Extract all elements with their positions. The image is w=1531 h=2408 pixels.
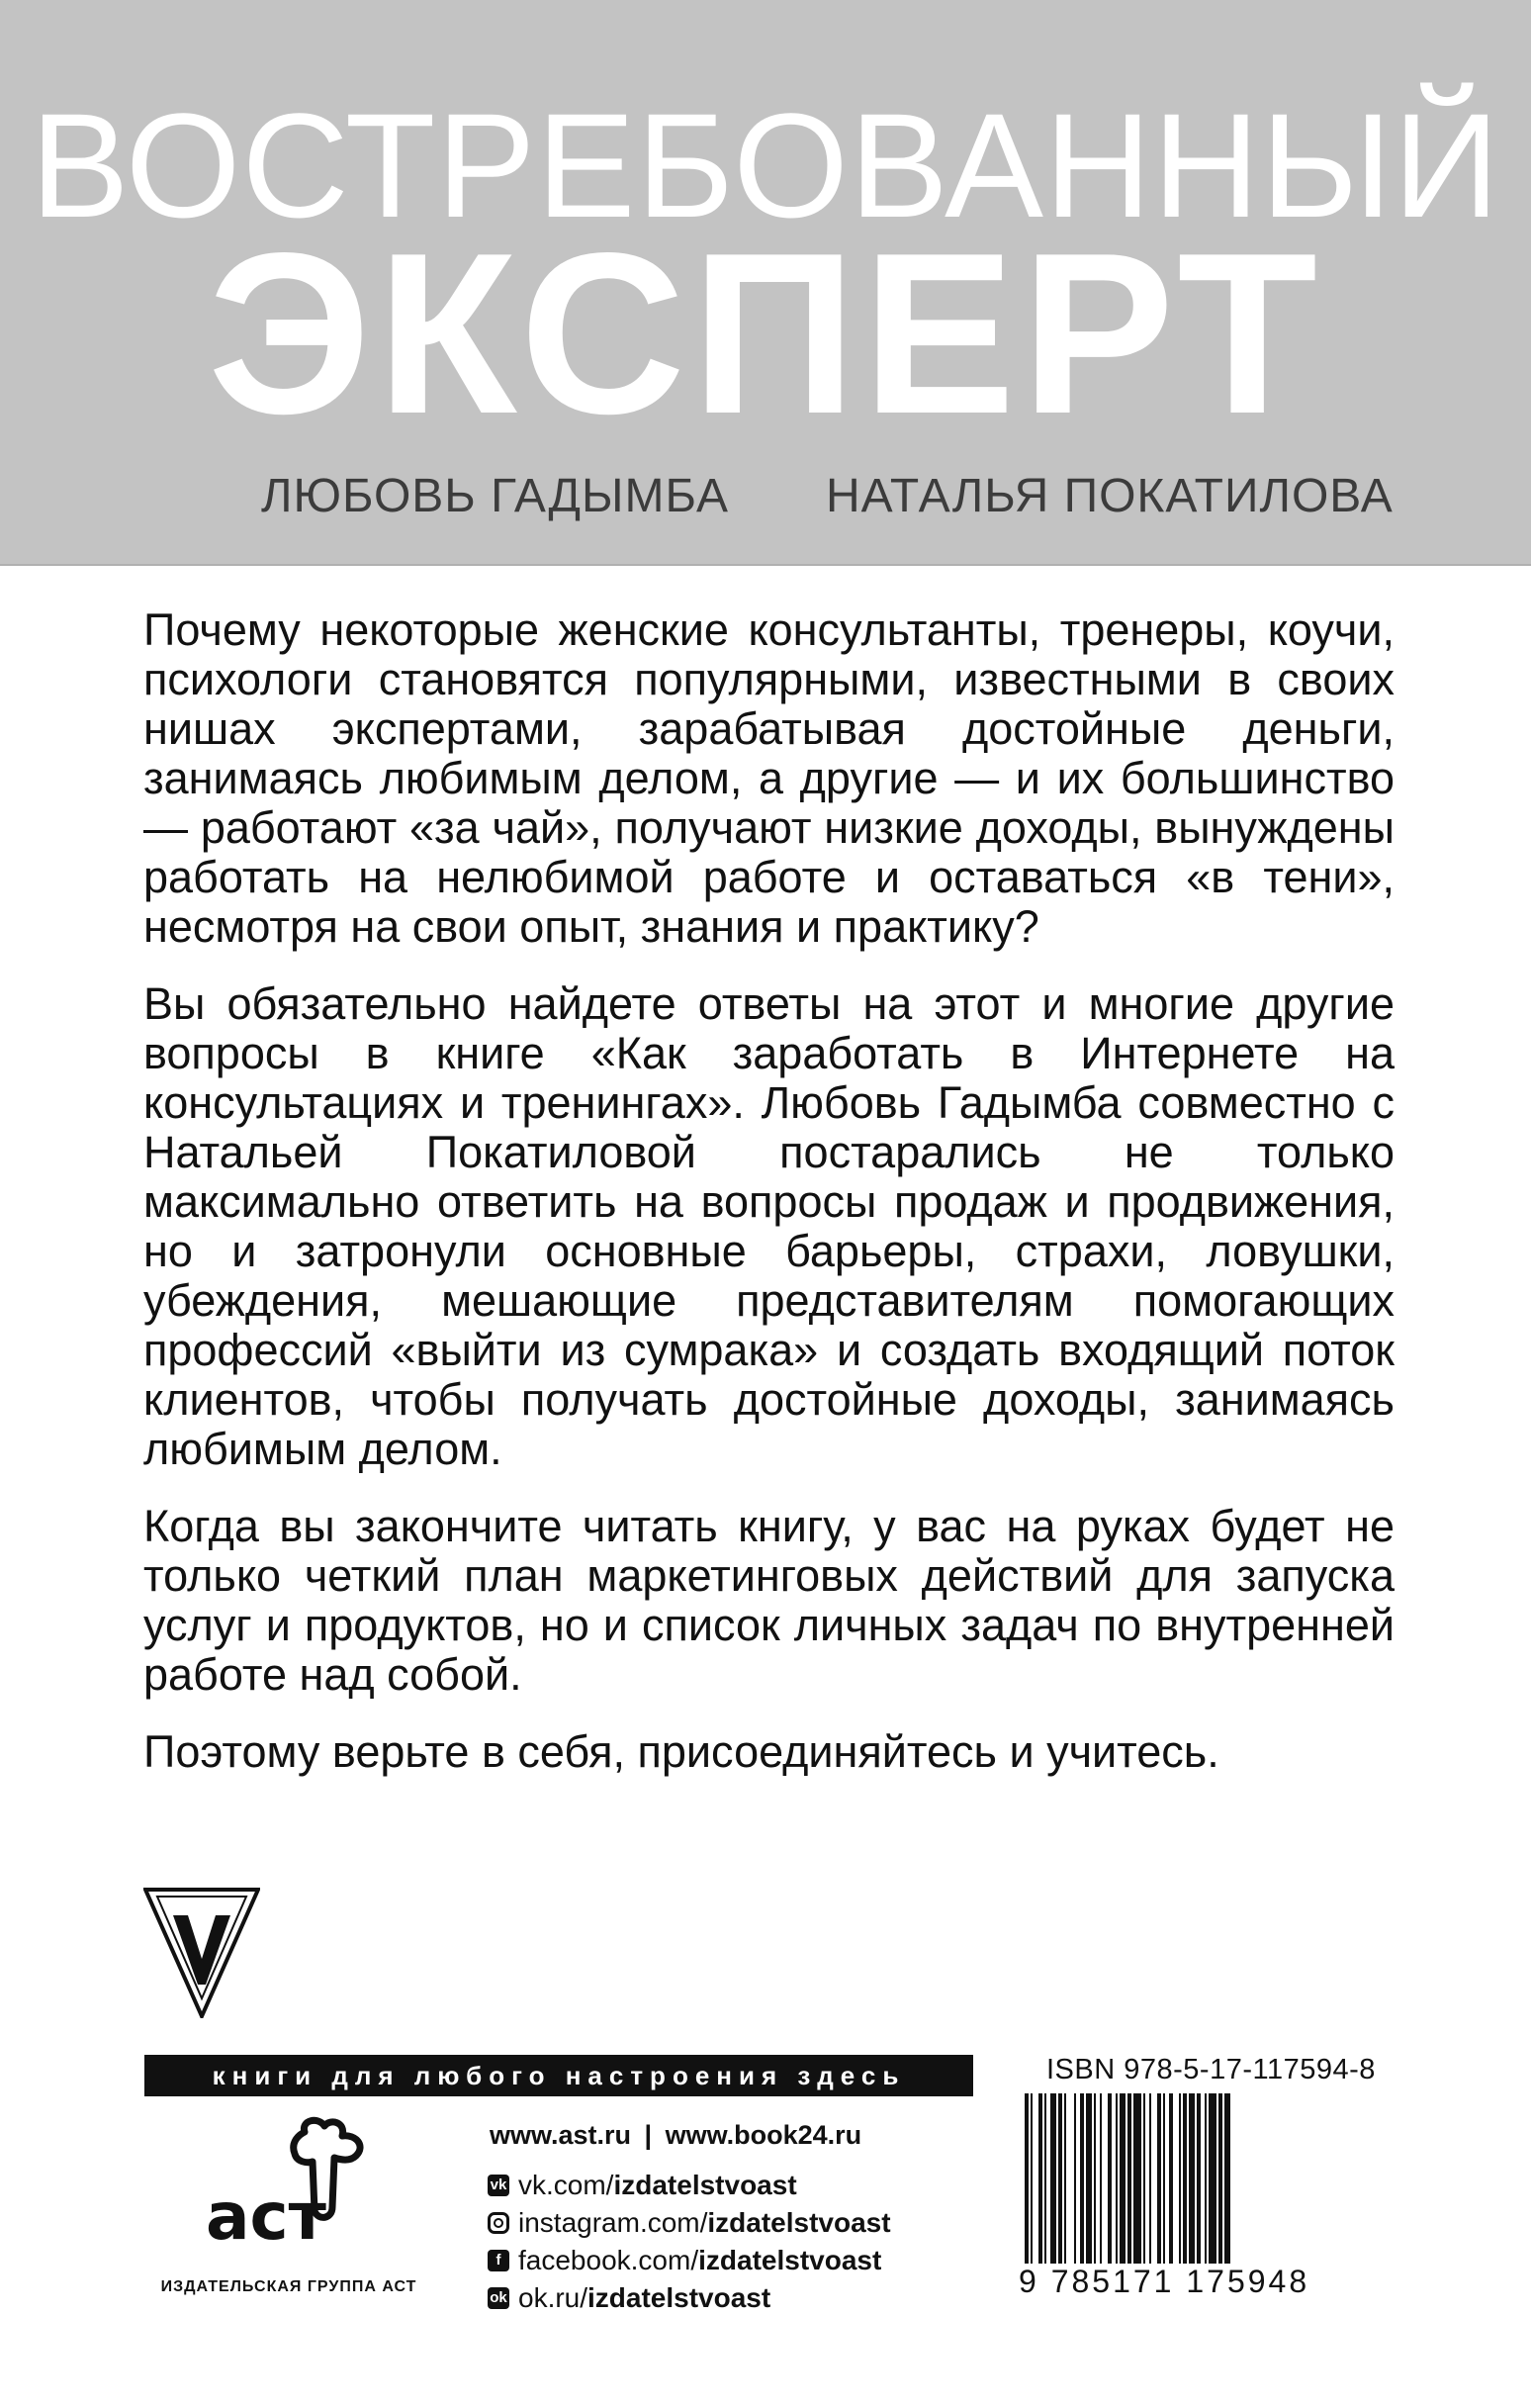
barcode-bar: [1179, 2093, 1181, 2269]
social-row-instagram: [488, 2204, 891, 2242]
barcode-bar: [1163, 2093, 1165, 2269]
cover-band: [0, 0, 1531, 566]
site-separator: |: [644, 2120, 653, 2150]
barcode-bar: [1183, 2093, 1187, 2269]
site-link-book24: www.book24.ru: [665, 2120, 862, 2150]
barcode-bar: [1133, 2093, 1141, 2269]
barcode-bar: [1149, 2093, 1151, 2269]
barcode-bar: [1100, 2093, 1102, 2269]
annotation-paragraph: Когда вы закончите читать книгу, у вас на руках будет не только четкий план маркетинговых действий для запуска услуг и продуктов, но и список личных задач по внутренней работе над собой.: [143, 1501, 1395, 1700]
barcode-bar: [1086, 2093, 1092, 2269]
social-prefix: facebook.com/: [518, 2245, 699, 2275]
author-2: НАТАЛЬЯ ПОКАТИЛОВА: [826, 470, 1394, 522]
barcode-bar: [1209, 2093, 1216, 2269]
barcode-bar: [1224, 2093, 1230, 2289]
social-handle: izdatelstvoast: [707, 2207, 891, 2238]
barcode-bar: [1157, 2093, 1161, 2269]
barcode-bar: [1050, 2093, 1056, 2269]
vk-icon: vk: [488, 2175, 509, 2196]
annotation-paragraph: Поэтому верьте в себя, присоединяйтесь и учитесь.: [143, 1726, 1219, 1777]
author-1: ЛЮБОВЬ ГАДЫМБА: [261, 470, 729, 522]
publisher-name: ИЗДАТЕЛЬСКАЯ ГРУППА АСТ: [160, 2278, 417, 2295]
barcode-bar: [1189, 2093, 1195, 2269]
slogan-banner: книги для любого настроения здесь: [144, 2055, 973, 2096]
social-prefix: vk.com/: [518, 2170, 614, 2200]
barcode-bar: [1205, 2093, 1207, 2269]
barcode-bar: [1218, 2093, 1222, 2289]
title-line-1: ВОСТРЕБОВАННЫЙ: [30, 82, 1501, 248]
websites: [490, 2120, 861, 2151]
barcode-digits: 9 785171 175948: [1019, 2264, 1310, 2299]
barcode-bar: [1031, 2093, 1033, 2289]
barcode-bar: [1058, 2093, 1062, 2269]
social-row-ok: [488, 2279, 891, 2317]
barcode-bar: [1197, 2093, 1201, 2269]
barcode-bar: [1080, 2093, 1084, 2269]
annotation-paragraph: Почему некоторые женские консультанты, тренеры, коучи, психологи становятся популярными, известными в своих нишах экспертами, зарабатывая достойные деньги, занимаясь любимым делом, а другие — и их большинство — работают «за чай», получают низкие доходы, вынуждены работать на нелюбимой работе и оставаться «в тени», несмотря на свои опыт, знания и практику?: [143, 604, 1395, 952]
instagram-icon: [488, 2212, 509, 2234]
barcode-icon: [1021, 2093, 1377, 2289]
social-row-facebook: [488, 2242, 891, 2279]
title-line-2: ЭКСПЕРТ: [207, 206, 1324, 462]
social-links: [488, 2167, 891, 2317]
social-handle: izdatelstvoast: [587, 2282, 771, 2313]
barcode-bar: [1127, 2093, 1131, 2289]
barcode-bar: [1108, 2093, 1112, 2269]
annotation: [143, 605, 1395, 1805]
barcode-bar: [1143, 2093, 1145, 2269]
facebook-icon: f: [488, 2250, 509, 2271]
barcode-bar: [1169, 2093, 1173, 2269]
annotation-paragraph: Вы обязательно найдете ответы на этот и многие другие вопросы в книге «Как заработать в Интернете на консультациях и тренингах». Любовь Гадымба совместно с Натальей Покатиловой постарались не только максимально ответить на вопросы продаж и продвижения, но и затронули основные барьеры, страхи, ловушки, убеждения, мешающие представителям помогающих профессий «выйти из сумрака» и создать входящий поток клиентов, чтобы получать достойные доходы, занимаясь любимым делом.: [143, 978, 1395, 1474]
ast-logo-icon: [198, 2112, 386, 2261]
barcode-bar: [1074, 2093, 1076, 2269]
barcode-bar: [1094, 2093, 1096, 2269]
barcode-bar: [1064, 2093, 1066, 2269]
barcode-bar: [1116, 2093, 1118, 2269]
social-prefix: ok.ru/: [518, 2282, 588, 2313]
barcode-bar: [1038, 2093, 1042, 2269]
barcode-bar: [1120, 2093, 1126, 2269]
social-handle: izdatelstvoast: [613, 2170, 797, 2200]
isbn: ISBN 978-5-17-117594-8: [1046, 2054, 1376, 2085]
barcode-bar: [1025, 2093, 1029, 2289]
ast-logo-text: аст: [206, 2178, 326, 2255]
social-prefix: instagram.com/: [518, 2207, 708, 2238]
barcode-bar: [1044, 2093, 1046, 2269]
odnoklassniki-icon: ok: [488, 2287, 509, 2309]
social-row-vk: [488, 2167, 891, 2204]
site-link-ast: www.ast.ru: [490, 2120, 632, 2150]
social-handle: izdatelstvoast: [698, 2245, 882, 2275]
v-triangle-logo-icon: [143, 1888, 260, 2018]
